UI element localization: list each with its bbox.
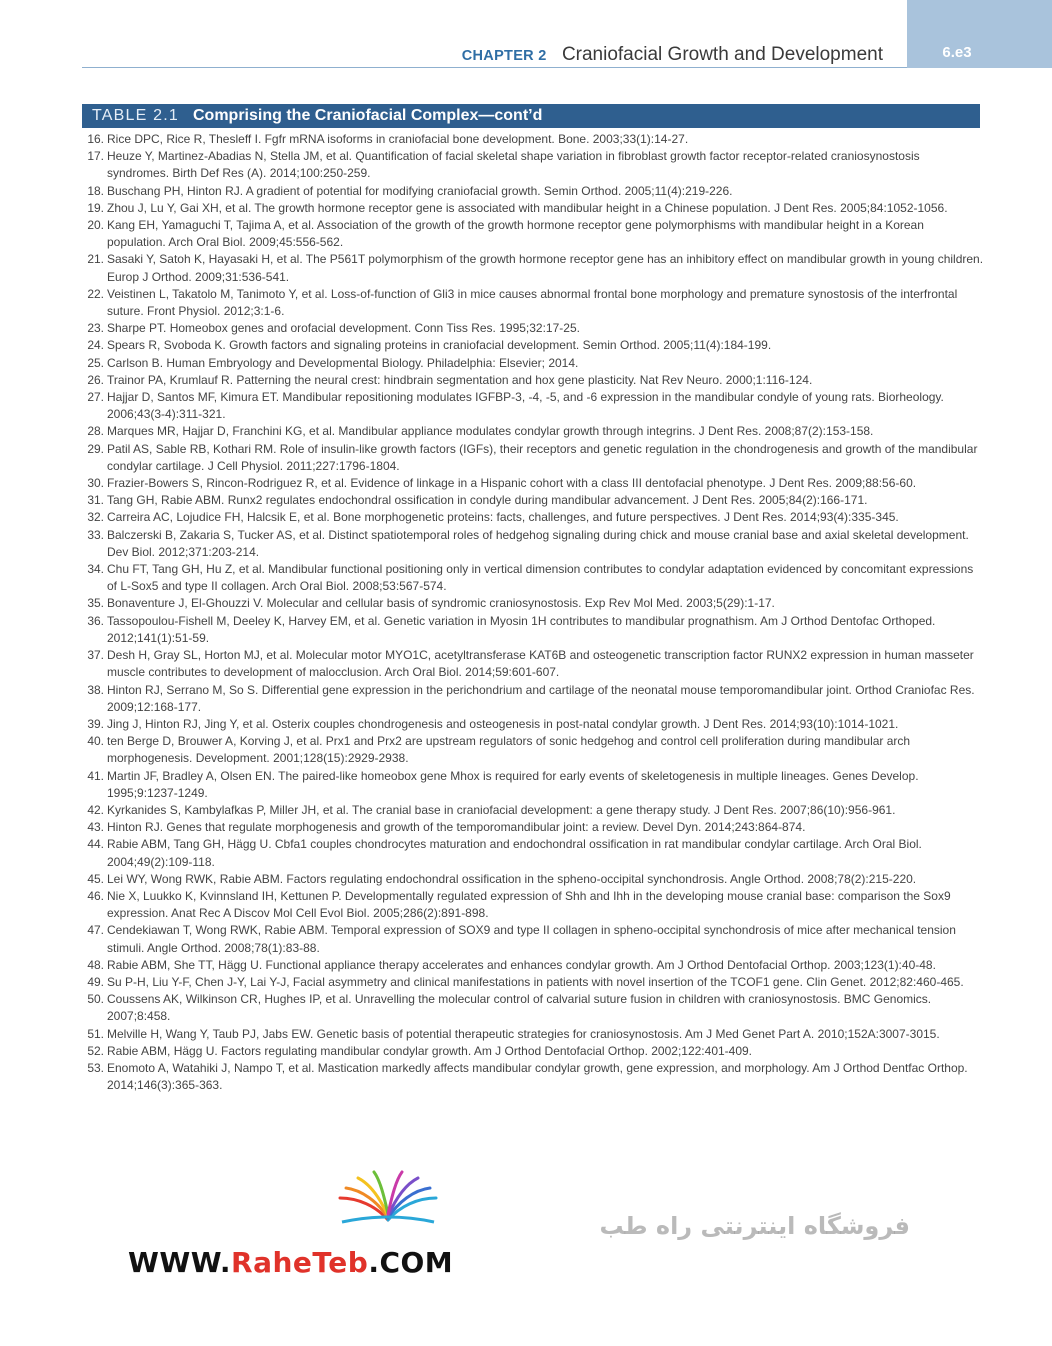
reference-number: 31. <box>87 493 104 508</box>
reference-item <box>76 320 984 337</box>
reference-item <box>76 372 984 389</box>
reference-number: 43. <box>87 820 104 835</box>
reference-text: Hinton RJ, Serrano M, So S. Differential gene expression in the perichondrium and cartilage of the neonatal mouse temporomandibular joint. Orthod Craniofac Res. 2009;12:168-177. <box>107 682 975 714</box>
reference-text: Tang GH, Rabie ABM. Runx2 regulates endochondral ossification in condyle during mandibular advancement. J Dent Res. 2005;84(2):166-171. <box>107 493 868 508</box>
reference-text: Bonaventure J, El-Ghouzzi V. Molecular and cellular basis of syndromic craniosynostosis. Exp Rev Mol Med. 2003;5(29):1-17. <box>107 596 775 611</box>
reference-number: 23. <box>87 321 104 336</box>
reference-number: 21. <box>87 252 104 267</box>
table-label: TABLE 2.1 <box>92 107 179 124</box>
reference-number: 40. <box>87 734 104 749</box>
reference-text: Balczerski B, Zakaria S, Tucker AS, et al. Distinct spatiotemporal roles of hedgehog signaling during chick and mouse cranial base and axial skeletal development. Dev Biol. 2012;371:203-214. <box>107 527 969 559</box>
reference-list <box>76 131 984 1094</box>
reference-item <box>76 492 984 509</box>
reference-number: 22. <box>87 286 104 301</box>
watermark-url-brand: RaheTeb <box>231 1246 369 1279</box>
reference-item <box>76 1043 984 1060</box>
reference-number: 38. <box>87 682 104 697</box>
reference-text: Rabie ABM, She TT, Hägg U. Functional appliance therapy accelerates and enhances condylar growth. Am J Orthod Dentofacial Orthop. 2003;123(1):40-48. <box>107 957 936 972</box>
watermark-url-prefix: WWW. <box>128 1246 232 1279</box>
reference-item <box>76 148 984 182</box>
watermark-url <box>128 1246 453 1279</box>
reference-text: Carreira AC, Lojudice FH, Halcsik E, et al. Bone morphogenetic proteins: facts, challenges, and future perspectives. J Dent Res. 2014;93(4):335-345. <box>107 510 899 525</box>
reference-text: Lei WY, Wong RWK, Rabie ABM. Factors regulating endochondral ossification in the spheno-occipital synchondrosis. Angle Orthod. 2008;78(2):215-220. <box>107 871 917 886</box>
reference-text: Zhou J, Lu Y, Gai XH, et al. The growth hormone receptor gene is associated with mandibular height in a Chinese population. J Dent Res. 2005;84:1052-1056. <box>107 200 948 215</box>
reference-text: Coussens AK, Wilkinson CR, Hughes IP, et al. Unravelling the molecular control of calvarial suture fusion in children with craniosynostosis. BMC Genomics. 2007;8:458. <box>107 992 932 1024</box>
reference-text: Patil AS, Sable RB, Kothari RM. Role of insulin-like growth factors (IGFs), their receptors and genetic regulation in the chondrogenesis and growth of the mandibular condylar cartilage. J Cell Physiol. 2011;227:1796-1804. <box>107 441 978 473</box>
reference-number: 52. <box>87 1043 104 1058</box>
reference-item <box>76 183 984 200</box>
reference-item <box>76 527 984 561</box>
reference-text: Enomoto A, Watahiki J, Nampo T, et al. Mastication markedly affects mandibular condylar growth, gene expression, and morphology. Am J Orthod Dentfac Orthop. 2014;146(3):365-363. <box>107 1060 968 1093</box>
reference-text: Heuze Y, Martinez-Abadias N, Stella JM, et al. Quantification of facial skeletal shape variation in fibroblast growth factor receptor-related craniosynostosis syndromes. Birth Def Res (A). 2014;100:250-259. <box>107 149 920 181</box>
page-number: 6.e3 <box>942 44 972 61</box>
reference-text: Nie X, Luukko K, Kvinnsland IH, Kettunen P. Developmentally regulated expression of Shh and Ihh in the developing mouse cranial base: comparison the Sox9 expression. Anat Rec A Discov Mol Cell Evol Biol. 2005;286(2):891-898. <box>107 888 951 921</box>
reference-number: 35. <box>87 596 104 611</box>
table-title-bar <box>82 104 980 128</box>
reference-item <box>76 509 984 526</box>
reference-item <box>76 441 984 475</box>
reference-item <box>76 131 984 148</box>
reference-item <box>76 389 984 423</box>
header-rule <box>82 67 907 68</box>
reference-item <box>76 200 984 217</box>
reference-number: 39. <box>87 716 104 731</box>
reference-number: 45. <box>87 871 104 886</box>
reference-text: Hinton RJ. Genes that regulate morphogenesis and growth of the temporomandibular joint: a review. Devel Dyn. 2014;243:864-874. <box>107 820 806 835</box>
reference-item <box>76 991 984 1025</box>
reference-text: Buschang PH, Hinton RJ. A gradient of potential for modifying craniofacial growth. Semin Orthod. 2005;11(4):219-226. <box>107 183 733 198</box>
reference-text: Jing J, Hinton RJ, Jing Y, et al. Osterix couples chondrogenesis and osteogenesis in post-natal condylar growth. J Dent Res. 2014;93(10):1014-1021. <box>107 716 899 731</box>
reference-number: 41. <box>87 768 104 783</box>
reference-number: 53. <box>87 1060 104 1075</box>
reference-item <box>76 819 984 836</box>
reference-text: Martin JF, Bradley A, Olsen EN. The paired-like homeobox gene Mhox is required for early events of skeletogenesis in multiple lineages. Genes Develop. 1995;9:1237-1249. <box>107 768 919 800</box>
reference-item <box>76 836 984 870</box>
reference-item <box>76 716 984 733</box>
reference-number: 44. <box>87 837 104 852</box>
reference-text: Desh H, Gray SL, Horton MJ, et al. Molecular motor MYO1C, acetyltransferase KAT6B and osteogenetic transcription factor RUNX2 expression in human masseter muscle contributes to development of malocclusion. Arch Oral Biol. 2014;59:601-607. <box>107 648 974 680</box>
reference-number: 50. <box>87 992 104 1007</box>
reference-item <box>76 1060 984 1094</box>
reference-item <box>76 595 984 612</box>
watermark-url-suffix: .COM <box>368 1246 454 1279</box>
reference-item <box>76 974 984 991</box>
reference-item <box>76 647 984 681</box>
reference-text: Kyrkanides S, Kambylafkas P, Miller JH, et al. The cranial base in craniofacial development: a gene therapy study. J Dent Res. 2007;86(10):956-961. <box>107 802 896 817</box>
reference-number: 28. <box>87 424 104 439</box>
reference-text: Marques MR, Hajjar D, Franchini KG, et al. Mandibular appliance modulates condylar growth through integrins. J Dent Res. 2008;87(2):153-158. <box>107 424 874 439</box>
reference-item <box>76 682 984 716</box>
reference-number: 33. <box>87 527 104 542</box>
reference-item <box>76 286 984 320</box>
reference-number: 46. <box>87 888 104 903</box>
reference-text: Sharpe PT. Homeobox genes and orofacial development. Conn Tiss Res. 1995;32:17-25. <box>107 321 580 336</box>
reference-item <box>76 561 984 595</box>
reference-number: 25. <box>87 355 104 370</box>
reference-number: 20. <box>87 218 104 233</box>
reference-text: Rice DPC, Rice R, Thesleff I. Fgfr mRNA isoforms in craniofacial bone development. Bone. 2003;33(1):14-27. <box>107 132 689 146</box>
reference-number: 16. <box>87 132 104 146</box>
reference-number: 19. <box>87 200 104 215</box>
reference-number: 32. <box>87 510 104 525</box>
reference-number: 49. <box>87 974 104 989</box>
reference-number: 34. <box>87 562 104 577</box>
reference-item <box>76 733 984 767</box>
reference-text: Tassopoulou-Fishell M, Deeley K, Harvey EM, et al. Genetic variation in Myosin 1H contributes to mandibular prognathism. Am J Orthod Dentofac Orthoped. 2012;141(1):51-59. <box>107 613 936 645</box>
reference-item <box>76 355 984 372</box>
reference-text: Frazier-Bowers S, Rincon-Rodriguez R, et al. Evidence of linkage in a Hispanic cohort with a class III dentofacial phenotype. J Dent Res. 2009;88:56-60. <box>107 476 917 491</box>
reference-item <box>76 768 984 802</box>
reference-text: Sasaki Y, Satoh K, Hayasaki H, et al. The P561T polymorphism of the growth hormone receptor gene has an inhibitory effect on mandibular growth in young children. Europ J Orthod. 2009;31:536-541. <box>107 252 984 284</box>
reference-number: 48. <box>87 957 104 972</box>
reference-item <box>76 957 984 974</box>
reference-number: 30. <box>87 476 104 491</box>
reference-text: Carlson B. Human Embryology and Developmental Biology. Philadelphia: Elsevier; 2014. <box>107 355 579 370</box>
table-title: Comprising the Craniofacial Complex—cont’d <box>193 107 543 124</box>
reference-item <box>76 251 984 285</box>
reference-text: Hajjar D, Santos MF, Kimura ET. Mandibular repositioning modulates IGFBP-3, -4, -5, and -6 expression in the mandibular condyle of young rats. Biorheology. 2006;43(3-4):311-321. <box>107 390 944 422</box>
reference-item <box>76 871 984 888</box>
reference-text: Chu FT, Tang GH, Hu Z, et al. Mandibular functional positioning only in vertical dimension contributes to condylar adaptation evidenced by concomitant expressions of L-Sox5 and type II collagen. Arch Oral Biol. 2008;53:567-574. <box>107 562 974 594</box>
reference-item <box>76 475 984 492</box>
reference-number: 47. <box>87 923 104 938</box>
reference-item <box>76 888 984 922</box>
reference-text: Melville H, Wang Y, Taub PJ, Jabs EW. Genetic basis of potential therapeutic strategies for craniosynostosis. Am J Med Genet Part A. 2010;152A:3007-3015. <box>107 1026 940 1041</box>
reference-item <box>76 217 984 251</box>
reference-text: Trainor PA, Krumlauf R. Patterning the neural crest: hindbrain segmentation and hox gene plasticity. Nat Rev Neuro. 2000;1:116-124. <box>107 372 813 387</box>
reference-number: 24. <box>87 338 104 353</box>
reference-text: Kang EH, Yamaguchi T, Tajima A, et al. Association of the growth of the growth hormone receptor gene polymorphisms with mandibular height in a Korean population. Arch Oral Biol. 2009;45:556-562. <box>107 218 924 250</box>
reference-text: Cendekiawan T, Wong RWK, Rabie ABM. Temporal expression of SOX9 and type II collagen in spheno-occipital synchondrosis of mice after mechanical tension stimuli. Angle Orthod. 2008;78(1):83-88. <box>107 923 956 955</box>
reference-number: 18. <box>87 183 104 198</box>
reference-text: Spears R, Svoboda K. Growth factors and signaling proteins in craniofacial development. Semin Orthod. 2005;11(4):184-199. <box>107 338 772 353</box>
reference-number: 42. <box>87 802 104 817</box>
reference-item <box>76 802 984 819</box>
reference-text: ten Berge D, Brouwer A, Korving J, et al. Prx1 and Prx2 are upstream regulators of sonic hedgehog and control cell proliferation during mandibular arch morphogenesis. Development. 2001;128(15):2929-2938. <box>107 734 911 766</box>
reference-number: 51. <box>87 1026 104 1041</box>
reference-number: 37. <box>87 648 104 663</box>
reference-number: 17. <box>87 149 104 164</box>
reference-item <box>76 423 984 440</box>
reference-text: Veistinen L, Takatolo M, Tanimoto Y, et al. Loss-of-function of Gli3 in mice causes abnormal frontal bone morphology and premature synostosis of the interfrontal suture. Front Physiol. 2012;3:1-6. <box>107 286 958 319</box>
reference-item <box>76 922 984 956</box>
reference-item <box>76 1026 984 1043</box>
reference-number: 27. <box>87 390 104 405</box>
book-logo-icon <box>332 1168 444 1230</box>
reference-text: Rabie ABM, Hägg U. Factors regulating mandibular condylar growth. Am J Orthod Dentofacial Orthop. 2002;122:401-409. <box>107 1043 753 1058</box>
chapter-title: Craniofacial Growth and Development <box>561 44 883 65</box>
watermark-persian: فروشگاه اینترنتی راه طب <box>599 1212 910 1240</box>
reference-text: Rabie ABM, Tang GH, Hägg U. Cbfa1 couples chondrocytes maturation and endochondral ossification in rat mandibular condylar cartilage. Arch Oral Biol. 2004;49(2):109-118. <box>107 837 922 869</box>
reference-number: 36. <box>87 613 104 628</box>
reference-number: 26. <box>87 372 104 387</box>
running-header <box>0 44 883 66</box>
reference-number: 29. <box>87 441 104 456</box>
reference-text: Su P-H, Liu Y-F, Chen J-Y, Lai Y-J, Facial asymmetry and clinical manifestations in patients with novel insertion of the TCOF1 gene. Clin Genet. 2012;82:460-465. <box>107 974 964 989</box>
reference-item <box>76 337 984 354</box>
chapter-label: CHAPTER 2 <box>461 48 547 64</box>
reference-item <box>76 613 984 647</box>
